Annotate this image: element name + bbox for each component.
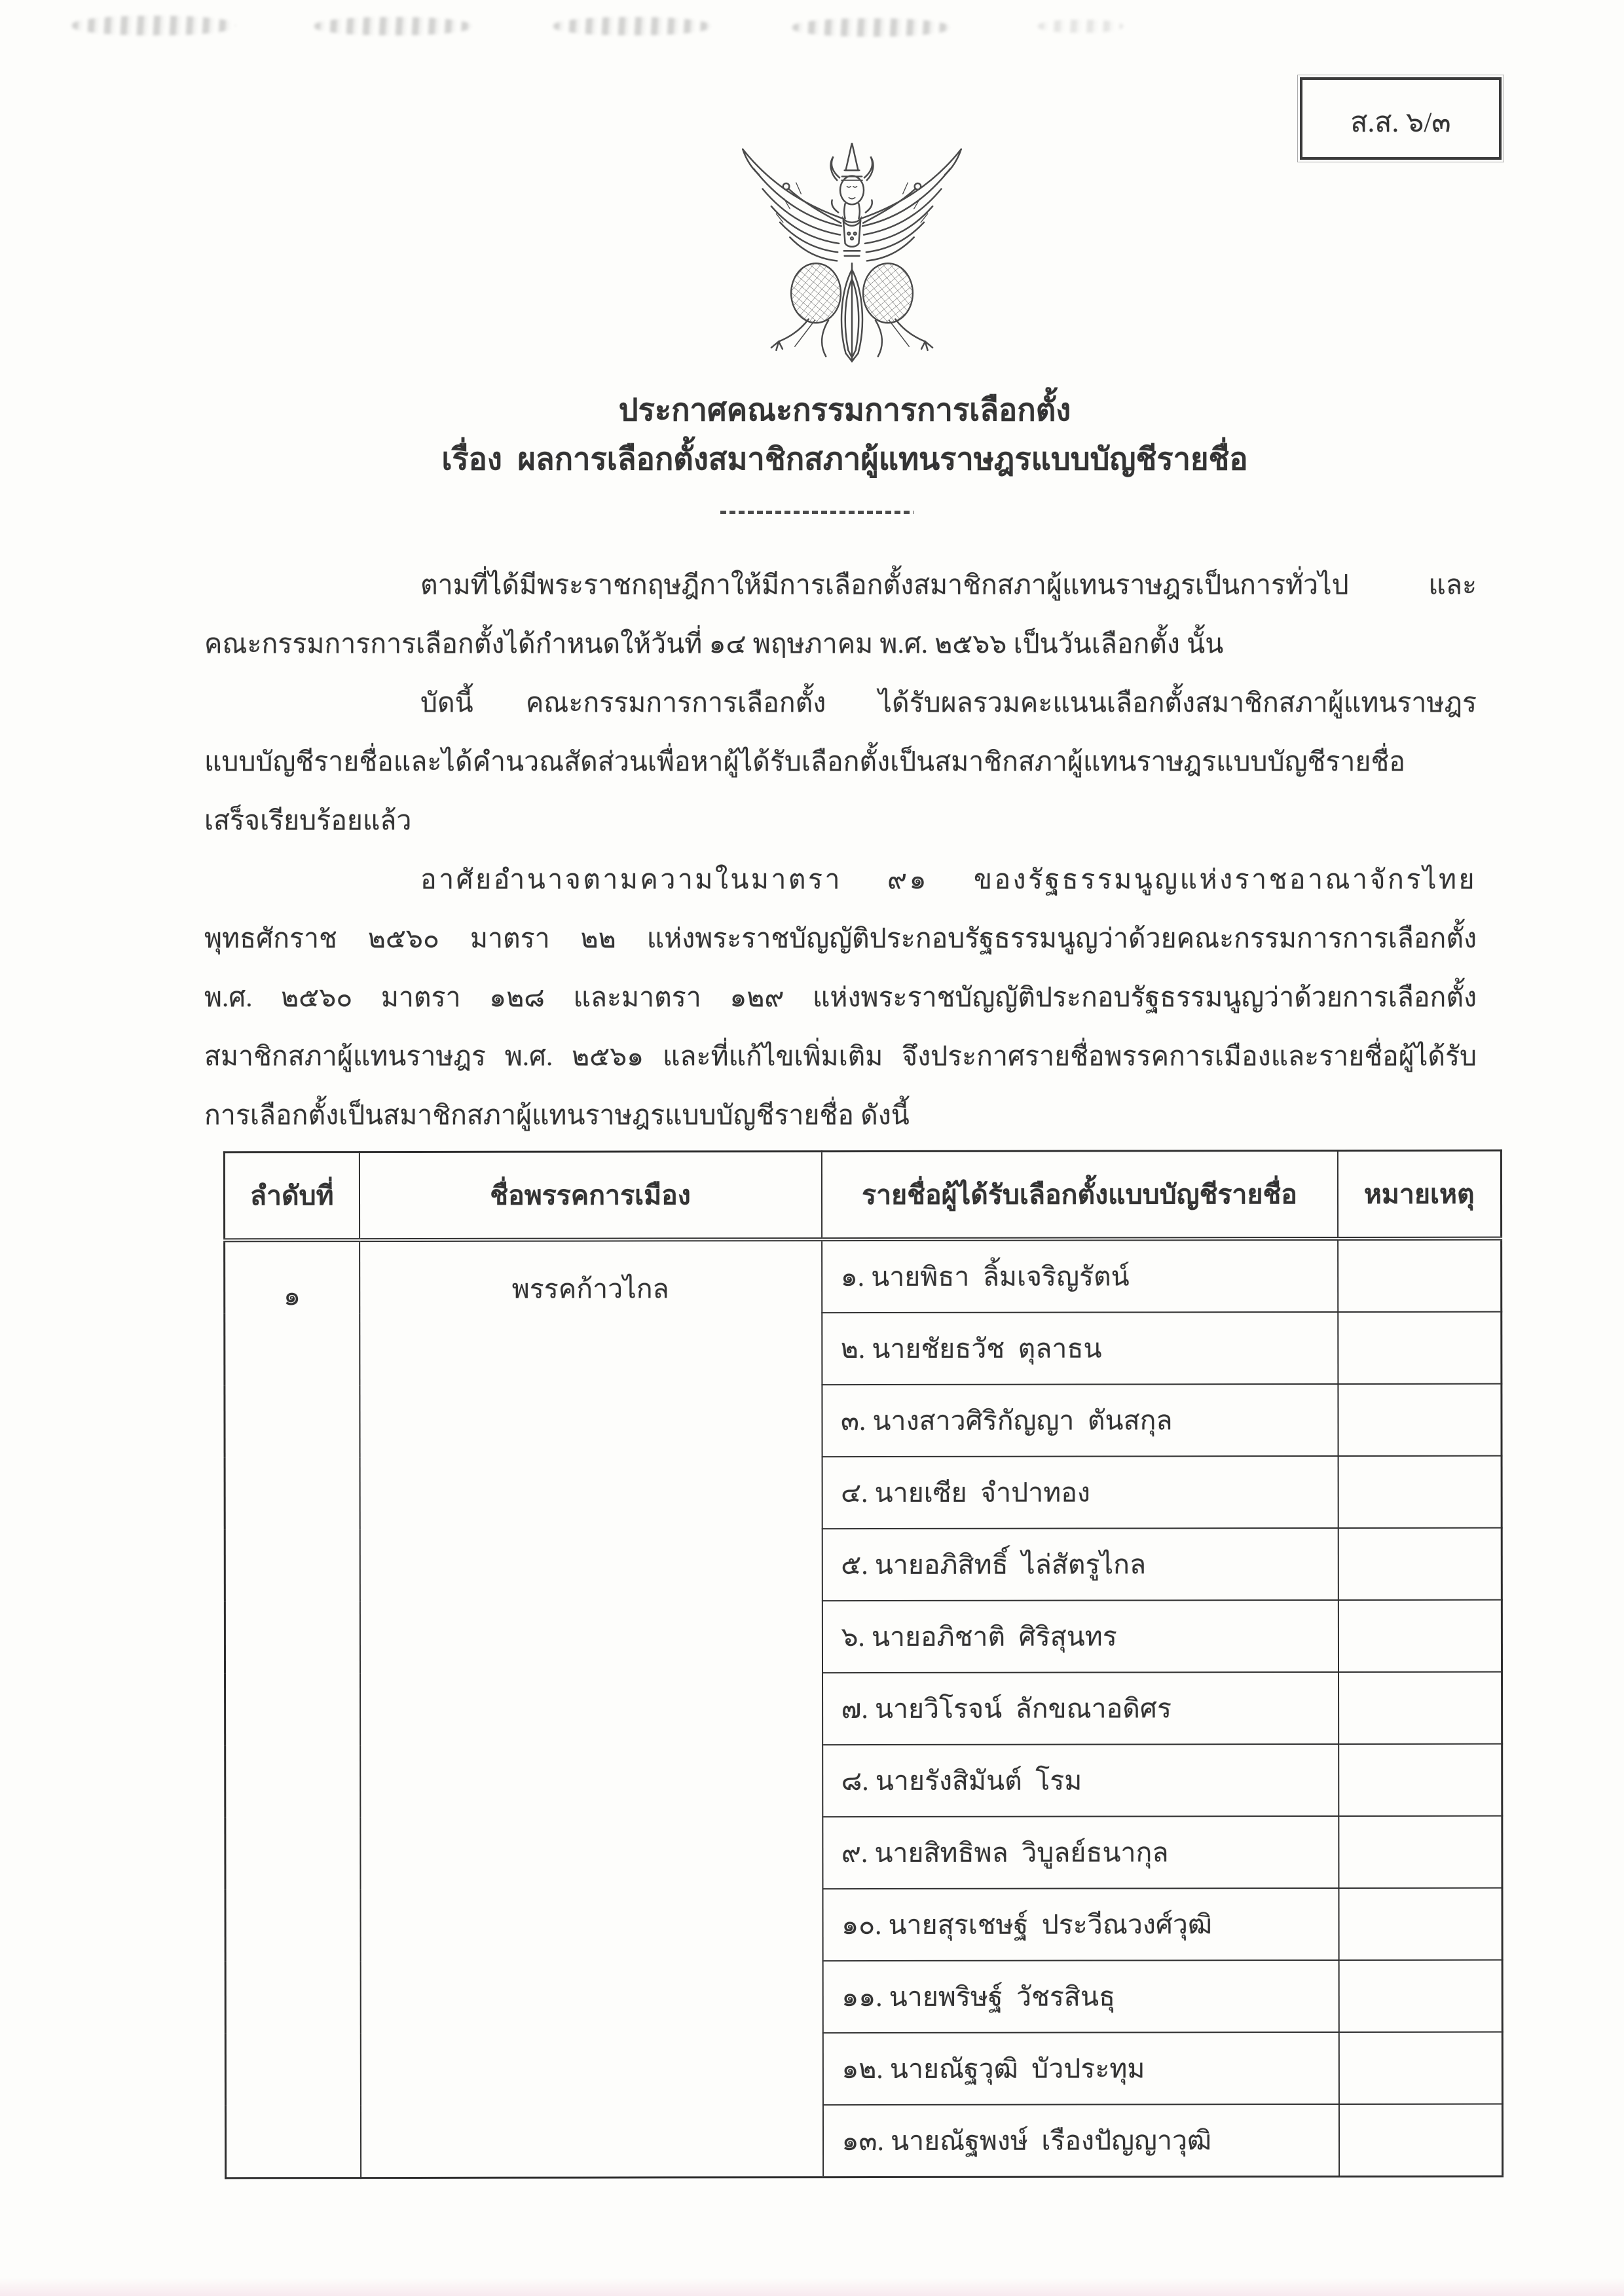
remark-cell (1338, 1960, 1502, 2032)
candidate-cell: ๗. นายวิโรจน์ ลักขณาอดิศร (822, 1672, 1338, 1745)
scan-artifact (1038, 20, 1123, 33)
col-header-party: ชื่อพรรคการเมือง (359, 1152, 821, 1240)
body-line: แบบบัญชีรายชื่อและได้คำนวณสัดส่วนเพื่อหาผู้ได้รับเลือกตั้งเป็นสมาชิกสภาผู้แทนราษฎรแบบบัญชีรายชื่อ (204, 746, 1405, 776)
order-number-cell: ๑ (225, 1240, 361, 2178)
party-name-cell: พรรคก้าวไกล (360, 1239, 823, 2178)
body-line: ตามที่ได้มีพระราชกฤษฎีกาให้มีการเลือกตั้งสมาชิกสภาผู้แทนราษฎรเป็นการทั่วไป และ (420, 570, 1477, 600)
candidate-cell: ๑. นายพิธา ลิ้มเจริญรัตน์ (822, 1239, 1338, 1313)
scan-artifact (792, 18, 950, 37)
table-header-row (224, 1150, 1501, 1240)
remark-cell (1338, 1816, 1502, 1888)
body-line: สมาชิกสภาผู้แทนราษฎร พ.ศ. ๒๕๖๑ และที่แก้ไขเพิ่มเติม จึงประกาศรายชื่อพรรคการเมืองและรายชื่อผู้ได้รับ (204, 1041, 1477, 1071)
remark-cell (1338, 1312, 1502, 1384)
body-line: เสร็จเรียบร้อยแล้ว (204, 805, 412, 835)
col-header-remark: หมายเหตุ (1337, 1150, 1501, 1239)
candidate-cell: ๙. นายสิทธิพล วิบูลย์ธนากุล (822, 1816, 1338, 1889)
candidate-cell: ๘. นายรังสิมันต์ โรม (822, 1744, 1338, 1817)
body-line: การเลือกตั้งเป็นสมาชิกสภาผู้แทนราษฎรแบบบัญชีรายชื่อ ดังนี้ (204, 1100, 910, 1130)
remark-cell (1338, 1672, 1502, 1744)
garuda-emblem-icon (722, 139, 982, 369)
doc-code: ส.ส. ๖/๓ (1350, 107, 1451, 138)
candidate-cell: ๑๒. นายณัฐวุฒิ บัวประทุม (822, 2032, 1338, 2105)
remark-cell (1338, 2032, 1502, 2104)
announcement-title: ประกาศคณะกรรมการการเลือกตั้ง (618, 393, 1071, 428)
candidate-cell: ๕. นายอภิสิทธิ์ ไล่สัตรูไกล (822, 1528, 1338, 1601)
body-line: คณะกรรมการการเลือกตั้งได้กำหนดให้วันที่ ๑๔ พฤษภาคม พ.ศ. ๒๕๖๖ เป็นวันเลือกตั้ง นั้น (204, 629, 1224, 659)
body-line: พ.ศ. ๒๕๖๐ มาตรา ๑๒๘ และมาตรา ๑๒๙ แห่งพระราชบัญญัติประกอบรัฐธรรมนูญว่าด้วยการเลือกตั้ง (204, 982, 1477, 1012)
doc-code-box (1300, 77, 1502, 160)
remark-cell (1338, 1456, 1502, 1528)
table-row (225, 1239, 1502, 1314)
remark-cell (1338, 1888, 1502, 1960)
body-line: อาศัยอำนาจตามความในมาตรา ๙๑ ของรัฐธรรมนูญแห่งราชอาณาจักรไทย (420, 864, 1477, 894)
col-header-order: ลำดับที่ (224, 1152, 359, 1241)
remark-cell (1338, 1744, 1502, 1816)
body-line: บัดนี้ คณะกรรมการการเลือกตั้ง ได้รับผลรวมคะแนนเลือกตั้งสมาชิกสภาผู้แทนราษฎร (420, 687, 1477, 718)
scan-artifact (72, 16, 236, 35)
candidate-cell: ๓. นางสาวศิริกัญญา ตันสกุล (822, 1384, 1338, 1457)
remark-cell (1338, 1528, 1502, 1600)
announcement-body (204, 555, 1477, 1144)
remark-cell (1338, 1239, 1502, 1312)
dash-separator (720, 511, 913, 514)
scan-artifact (0, 2278, 1624, 2296)
paragraph (204, 673, 1477, 850)
scan-artifact (314, 17, 471, 35)
candidate-cell: ๑๐. นายสุรเชษฐ์ ประวีณวงศ์วุฒิ (822, 1888, 1338, 1961)
candidate-cell: ๔. นายเซีย จำปาทอง (822, 1456, 1338, 1529)
candidate-cell: ๒. นายชัยธวัช ตุลาธน (822, 1312, 1338, 1385)
body-line: พุทธศักราช ๒๕๖๐ มาตรา ๒๒ แห่งพระราชบัญญัติประกอบรัฐธรรมนูญว่าด้วยคณะกรรมการการเลือกตั้ง (204, 923, 1477, 953)
scan-artifact (553, 17, 710, 35)
candidate-cell: ๖. นายอภิชาติ ศิริสุนทร (822, 1600, 1338, 1673)
candidates-body (225, 1239, 1503, 2178)
paragraph (204, 850, 1477, 1144)
paragraph (204, 555, 1477, 673)
candidate-cell: ๑๑. นายพริษฐ์ วัชรสินธุ (822, 1960, 1338, 2033)
remark-cell (1338, 2104, 1502, 2177)
results-table (223, 1150, 1504, 2179)
remark-cell (1338, 1600, 1502, 1672)
remark-cell (1338, 1384, 1502, 1456)
col-header-candidates: รายชื่อผู้ได้รับเลือกตั้งแบบบัญชีรายชื่อ (821, 1150, 1337, 1239)
announcement-subject: เรื่อง ผลการเลือกตั้งสมาชิกสภาผู้แทนราษฎรแบบบัญชีรายชื่อ (441, 443, 1248, 477)
candidate-cell: ๑๓. นายณัฐพงษ์ เรืองปัญญาวุฒิ (822, 2104, 1338, 2178)
